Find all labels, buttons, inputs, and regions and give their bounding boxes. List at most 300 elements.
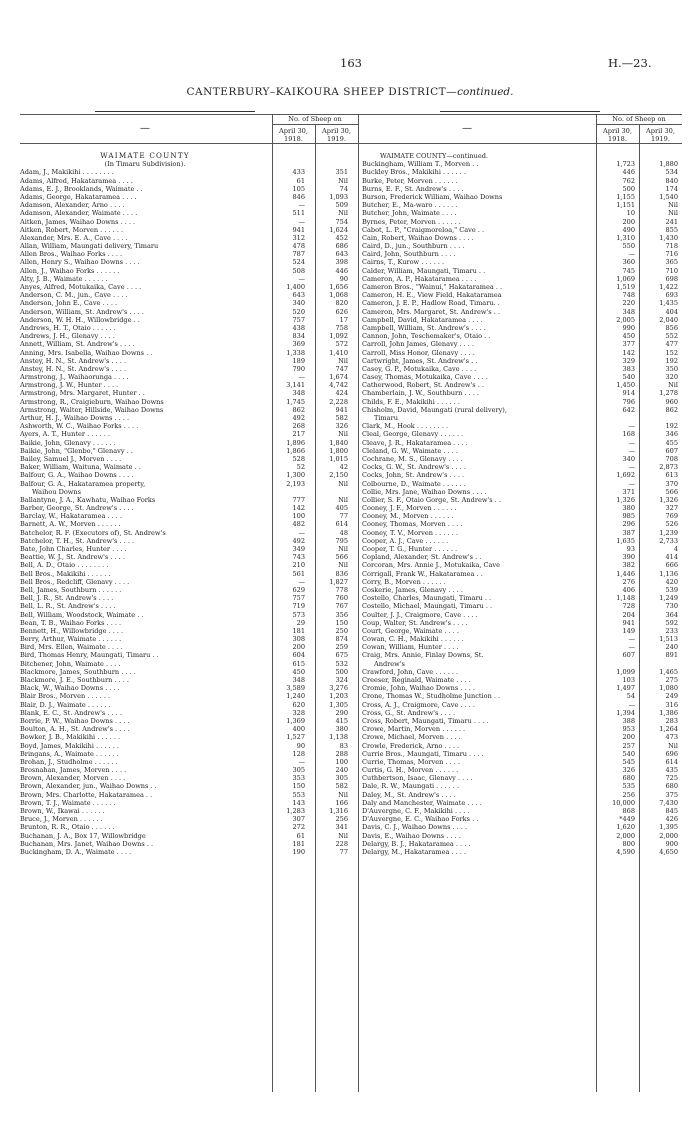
table-row: [20, 750, 352, 758]
sheep-count-1918: *449: [619, 815, 635, 824]
owner-name: Andrews, H. T., Otaio . . . . . .: [20, 323, 116, 332]
table-row: [362, 586, 680, 594]
table-row: [20, 152, 352, 160]
sheep-count-1918: 204: [622, 610, 635, 619]
table-row: [20, 701, 352, 709]
table-row: [20, 267, 352, 275]
owner-name: Brown, Alexander, jun., Waihao Downs . .: [20, 782, 157, 791]
table-row: [362, 152, 680, 160]
table-row: [20, 455, 352, 463]
owner-name: Allan, William, Maungati delivery, Timaru: [20, 242, 159, 251]
owner-name: Cleland, G. W., Waimate . . . .: [362, 446, 458, 455]
owner-name: Daly and Manchester, Waimate . . . .: [362, 798, 482, 807]
sheep-count-1919: 365: [665, 258, 678, 267]
owner-name: Delargy, B. J., Hakataramea . . . .: [362, 839, 471, 848]
table-row: [362, 488, 680, 496]
table-row: [362, 815, 680, 823]
sheep-count-1918: 800: [622, 839, 635, 848]
sheep-count-1919: 249: [665, 692, 678, 701]
header-col1919-left: April 30, 1919.: [322, 127, 351, 143]
sheep-count-1919: 420: [665, 577, 678, 586]
sheep-count-1918: 1,866: [286, 446, 305, 455]
table-row: [362, 250, 680, 258]
sheep-count-1919: 566: [665, 487, 678, 496]
sheep-count-1918: 762: [622, 176, 635, 185]
header-no-of-sheep-right: No. of Sheep on: [612, 115, 666, 123]
sheep-count-1919: 452: [335, 233, 348, 242]
owner-name: Ballantyne, J. A., Kawhatu, Waihao Forks: [20, 495, 156, 504]
owner-name: Coulter, J. J., Craigmore, Cave . . . .: [362, 610, 478, 619]
sheep-count-1919: 166: [335, 798, 348, 807]
table-row: [362, 316, 680, 324]
table-row: [20, 430, 352, 438]
owner-name: Carroll, John James, Glenavy . . . .: [362, 340, 475, 349]
table-row: [20, 619, 352, 627]
sheep-count-1918: 181: [292, 626, 305, 635]
sheep-count-1919: 1,138: [329, 733, 348, 742]
owner-name: Burns, E. F., St. Andrew's . . . .: [362, 184, 464, 193]
sheep-count-1919: 1,540: [659, 192, 678, 201]
sheep-count-1919: 613: [665, 471, 678, 480]
sheep-count-1918: 189: [292, 356, 305, 365]
sheep-count-1919: 836: [335, 569, 348, 578]
sheep-count-1919: 356: [335, 610, 348, 619]
sheep-count-1919: 900: [665, 839, 678, 848]
sheep-count-1918: —: [628, 422, 635, 431]
sheep-count-1918: 276: [622, 577, 635, 586]
owner-name: Bell Bros., Makikihi . . . . . .: [20, 569, 111, 578]
section-heading: WAIMATE COUNTY: [100, 151, 190, 160]
owner-name: Butcher, John, Waimate . . . .: [362, 209, 457, 218]
sheep-count-1918: 1,310: [616, 233, 635, 242]
title-rule-left: [95, 111, 255, 112]
table-row: [362, 185, 680, 193]
sheep-count-1918: 1,300: [286, 471, 305, 480]
sheep-count-1918: 305: [292, 766, 305, 775]
sheep-count-1919: 532: [335, 659, 348, 668]
sheep-count-1919: 614: [335, 520, 348, 529]
sheep-count-1919: 4,742: [329, 381, 348, 390]
owner-name: Annett, William, St. Andrew's . . . .: [20, 340, 135, 349]
sheep-count-1919: 152: [665, 348, 678, 357]
owner-name: Corry, B., Morven . . . . . .: [362, 577, 446, 586]
sheep-count-1918: 492: [292, 536, 305, 545]
table-row: [362, 701, 680, 709]
sheep-count-1919: 398: [335, 258, 348, 267]
sheep-count-1918: 550: [622, 242, 635, 251]
table-row: [20, 439, 352, 447]
sheep-count-1919: 17: [339, 315, 348, 324]
owner-name: Brown, T. J., Waimate . . . . . .: [20, 798, 116, 807]
owner-name: Corcoran, Mrs. Annie J., Motukaika, Cave: [362, 561, 500, 570]
sheep-count-1919: 1,656: [329, 283, 348, 291]
sheep-count-1918: 61: [296, 831, 305, 840]
sheep-count-1918: 620: [292, 700, 305, 709]
owner-name: Bailey, Samuel J., Morven . . . .: [20, 454, 122, 463]
sheep-count-1919: Nil: [668, 381, 678, 390]
owner-name: Andrew's: [374, 659, 405, 668]
owner-name: Childs, F. E., Makikihi . . . . . .: [362, 397, 460, 406]
sheep-count-1919: 795: [335, 536, 348, 545]
sheep-count-1919: 1,249: [659, 594, 678, 603]
sheep-count-1919: 718: [665, 242, 678, 251]
sheep-count-1919: 288: [335, 749, 348, 758]
owner-name: Barber, George, St. Andrew's . . . .: [20, 504, 134, 513]
owner-name: Bird, Thomas Henry, Maungati, Timaru . .: [20, 651, 159, 660]
table-row: [362, 480, 680, 488]
table-row: [20, 201, 352, 209]
table-row: [20, 832, 352, 840]
sheep-count-1918: 190: [292, 847, 305, 856]
owner-name: Brown, Alexander, Morven . . . .: [20, 774, 126, 783]
table-row: [362, 668, 680, 676]
sheep-count-1918: 1,896: [286, 438, 305, 447]
owner-name: Aitken, James, Waihao Downs . . . .: [20, 217, 136, 226]
owner-name: Baikie, John, "Glenbo," Glenavy . .: [20, 446, 133, 455]
table-row: [362, 258, 680, 266]
sheep-count-1918: 149: [622, 626, 635, 635]
owner-name: Armstrong, R., Craigieburn, Waihao Downs: [20, 397, 164, 406]
sheep-count-1918: 52: [296, 463, 305, 472]
sheep-count-1918: 3,141: [286, 381, 305, 390]
table-row: [20, 422, 352, 430]
owner-name: Cross, A. J., Craigmore, Cave . . . .: [362, 700, 475, 709]
sheep-count-1918: —: [628, 446, 635, 455]
sheep-count-1918: 511: [292, 209, 305, 218]
owner-name: Campbell, David, Hakataramea . . . .: [362, 315, 483, 324]
table-row: [20, 349, 352, 357]
sheep-count-1918: 1,450: [616, 381, 635, 390]
owner-name: Bowker, J. B., Makikihi . . . . . .: [20, 733, 121, 742]
table-row: [20, 308, 352, 316]
table-row: [362, 660, 680, 668]
sheep-count-1919: 2,000: [659, 831, 678, 840]
sheep-count-1918: 748: [622, 291, 635, 300]
sheep-count-1919: 626: [335, 307, 348, 316]
owner-name: Ayers, A. T., Hunter . . . . . .: [20, 430, 110, 439]
sheep-count-1918: 524: [292, 258, 305, 267]
title-main: CANTERBURY–KAIKOURA SHEEP DISTRICT—: [186, 86, 458, 98]
table-row: [362, 684, 680, 692]
sheep-count-1918: 168: [622, 430, 635, 439]
sheep-count-1919: Nil: [338, 209, 348, 218]
sheep-count-1919: 1,840: [329, 438, 348, 447]
table-row: [362, 177, 680, 185]
sheep-count-1918: 790: [292, 364, 305, 373]
sheep-count-1918: 1,692: [616, 471, 635, 480]
owner-name: Adams, George, Hakataramea . . . .: [20, 192, 137, 201]
sheep-count-1918: —: [298, 577, 305, 586]
owner-name: Cowan, William, Hunter . . . .: [362, 643, 459, 652]
sheep-count-1918: 348: [622, 307, 635, 316]
owner-name: Cabot, L. P., "Craigmoreloa," Cave . .: [362, 225, 485, 234]
owner-name: Cross, Robert, Maungati, Timaru . . . .: [362, 716, 489, 725]
header-dash-right: —: [462, 123, 472, 134]
sheep-count-1918: 1,069: [616, 274, 635, 283]
sheep-count-1918: 105: [292, 184, 305, 193]
sheep-count-1919: 526: [665, 520, 678, 529]
sheep-count-1919: 316: [665, 700, 678, 709]
sheep-count-1918: 777: [292, 495, 305, 504]
sheep-count-1919: 1,386: [659, 708, 678, 717]
sheep-count-1918: 1,527: [286, 733, 305, 742]
owner-name: Alexander, Mrs. E. A., Cave . . . .: [20, 233, 128, 242]
sheep-count-1919: 415: [335, 716, 348, 725]
table-row: [20, 324, 352, 332]
sheep-count-1919: Nil: [338, 479, 348, 488]
owner-name: D'Auvergne, E. C., Waihao Forks . .: [362, 815, 479, 824]
sheep-count-1918: 1,151: [616, 201, 635, 210]
owner-name: Cooper, T. G., Hunter . . . . . .: [362, 545, 458, 553]
owner-name: Adams, E. J., Brooklands, Waimate . .: [20, 184, 143, 193]
table-row: [362, 611, 680, 619]
sheep-count-1919: 1,080: [659, 684, 678, 693]
sheep-count-1919: 758: [335, 323, 348, 332]
owner-name: Batchelor, T. H., St. Andrew's . . . .: [20, 536, 135, 545]
table-row: [362, 594, 680, 602]
table-row: [20, 234, 352, 242]
sheep-count-1919: 1,624: [329, 225, 348, 234]
table-row: [362, 365, 680, 373]
sheep-count-1918: 406: [622, 585, 635, 594]
table-row: [20, 283, 352, 291]
page-title: [0, 86, 700, 98]
table-row: [362, 742, 680, 750]
owner-name: Cameron, J. E. P., Hadlow Road, Timaru. .: [362, 299, 500, 308]
sheep-count-1918: 796: [622, 397, 635, 406]
table-row: [20, 185, 352, 193]
table-row: [20, 717, 352, 725]
sheep-count-1919: Nil: [338, 176, 348, 185]
sheep-count-1919: 241: [665, 217, 678, 226]
sheep-count-1918: 388: [622, 716, 635, 725]
sheep-count-1919: 1,827: [329, 577, 348, 586]
owner-name: Armstrong, J., Waihaorunga . . . .: [20, 373, 129, 382]
sheep-count-1918: 272: [292, 823, 305, 832]
sheep-count-1919: 77: [339, 847, 348, 856]
sheep-count-1919: 341: [335, 823, 348, 832]
table-row: [20, 668, 352, 676]
sheep-count-1919: 455: [665, 438, 678, 447]
table-row: [20, 611, 352, 619]
col-rule-l3: [358, 114, 359, 1092]
sheep-count-1919: 370: [665, 479, 678, 488]
sheep-count-1919: 686: [335, 242, 348, 251]
owner-name: Bruce, J., Morven . . . . . .: [20, 815, 103, 824]
table-row: [362, 218, 680, 226]
sheep-count-1919: 174: [665, 184, 678, 193]
sheep-count-1919: 446: [335, 266, 348, 275]
table-row: [20, 643, 352, 651]
sheep-count-1919: 509: [335, 201, 348, 210]
owner-name: Delargy, M., Hakataramea . . . .: [362, 847, 467, 856]
owner-name: Barclay, W., Hakataramea . . . .: [20, 512, 123, 521]
sheep-count-1918: 1,155: [616, 192, 635, 201]
owner-name: Collier, S. F., Otaio Gorge, St. Andrew's . .: [362, 495, 501, 504]
table-row: [362, 537, 680, 545]
sheep-count-1918: 349: [292, 545, 305, 553]
header-bottom-rule: [20, 143, 682, 144]
table-row: [362, 439, 680, 447]
header-col1918-left: April 30, 1918.: [279, 127, 308, 143]
owner-name: Brown, W., Ikawai . . . . . .: [20, 807, 105, 815]
table-row: [20, 742, 352, 750]
table-row: [20, 275, 352, 283]
header-dash-left: —: [140, 123, 150, 134]
sheep-count-1919: 845: [665, 807, 678, 815]
sheep-count-1918: 1,099: [616, 667, 635, 676]
sheep-count-1918: 1,620: [616, 823, 635, 832]
sheep-count-1918: 340: [292, 299, 305, 308]
sheep-count-1918: 540: [622, 373, 635, 382]
owner-name: Cameron, H. E., View Field, Hakataramea: [362, 291, 502, 300]
sheep-count-1919: 1,264: [659, 725, 678, 734]
owner-name: Blank, E. C., St. Andrew's . . . .: [20, 708, 122, 717]
table-row: [20, 774, 352, 782]
sheep-count-1918: 745: [622, 266, 635, 275]
sheep-count-1919: 240: [665, 643, 678, 652]
owner-name: Crowe, Michael, Morven . . . .: [362, 733, 461, 742]
sheep-count-1919: 820: [335, 299, 348, 308]
table-row: [20, 594, 352, 602]
table-row: [20, 480, 352, 488]
owner-name: Baikie, John, Glenavy . . . . . .: [20, 438, 116, 447]
sheep-count-1919: 1,068: [329, 291, 348, 300]
owner-name: Buchanan, Mrs. Janet, Waihao Downs . .: [20, 839, 154, 848]
sheep-count-1919: 730: [665, 602, 678, 611]
sheep-count-1918: 268: [292, 422, 305, 431]
sheep-count-1919: 552: [665, 332, 678, 341]
sheep-count-1919: 941: [335, 405, 348, 414]
sheep-count-1918: 3,589: [286, 684, 305, 693]
owner-name: Anderson, William, St. Andrew's . . . .: [20, 307, 144, 316]
sheep-count-1918: 2,005: [616, 315, 635, 324]
table-row: [362, 717, 680, 725]
sheep-count-1918: 200: [622, 217, 635, 226]
sheep-count-1919: 747: [335, 364, 348, 373]
sheep-count-1919: 1,435: [659, 299, 678, 308]
sheep-count-1918: 308: [292, 635, 305, 644]
table-row: [20, 242, 352, 250]
table-row: [362, 570, 680, 578]
owner-name: Cameron Bros., "Wainui," Hakataramea . .: [362, 283, 503, 291]
table-row: [20, 561, 352, 569]
table-row: [20, 537, 352, 545]
owner-name: Burke, Peter, Morven . . . . . .: [362, 176, 458, 185]
sheep-count-1918: 390: [622, 553, 635, 562]
sheep-count-1919: 582: [335, 414, 348, 422]
sheep-count-1918: 93: [626, 545, 635, 553]
sheep-count-1918: 500: [622, 184, 635, 193]
sheep-count-1919: 696: [665, 749, 678, 758]
owner-name: Cooney, T. V., Morven . . . . . .: [362, 528, 458, 537]
table-row: [20, 602, 352, 610]
sheep-count-1919: 862: [665, 405, 678, 414]
sheep-count-1918: 757: [292, 315, 305, 324]
owner-name: Cooper, A. J., Cave . . . . . .: [362, 536, 449, 545]
sheep-count-1919: 1,278: [659, 389, 678, 398]
sheep-count-1918: 143: [292, 798, 305, 807]
sheep-count-1919: 1,674: [329, 373, 348, 382]
sheep-count-1918: 862: [292, 405, 305, 414]
owner-name: Cairns, T., Kurow . . . . . .: [362, 258, 445, 267]
owner-name: Arthur, H. J., Waihao Downs . . . .: [20, 414, 130, 422]
table-row: [362, 267, 680, 275]
sheep-count-1918: 100: [292, 512, 305, 521]
sheep-count-1919: 326: [335, 422, 348, 431]
owner-name: Cleave, J. R., Hakataramea . . . .: [362, 438, 468, 447]
sheep-count-1919: 250: [335, 626, 348, 635]
owner-name: Cameron, Mrs. Margaret, St. Andrew's . .: [362, 307, 500, 316]
sheep-count-1919: Nil: [338, 356, 348, 365]
sheep-count-1918: 450: [622, 332, 635, 341]
sheep-count-1919: 592: [665, 618, 678, 627]
sheep-count-1918: 256: [622, 790, 635, 799]
sheep-count-1918: 1,723: [616, 160, 635, 169]
owner-name: Byrnes, Peter, Morven . . . . . .: [362, 217, 461, 226]
sheep-count-1918: 210: [292, 561, 305, 570]
owner-name: Cooney, Thomas, Morven . . . .: [362, 520, 463, 529]
sheep-count-1918: 360: [622, 258, 635, 267]
owner-name: Coup, Walter, St. Andrew's . . . .: [362, 618, 468, 627]
owner-name: Davis, C. J., Waihao Downs . . . .: [362, 823, 468, 832]
table-row: [20, 299, 352, 307]
owner-name: Allen Bros., Waihao Forks . . . .: [20, 250, 123, 259]
table-row: [20, 463, 352, 471]
owner-name: Bell, James, Southburn . . . . . .: [20, 585, 122, 594]
page-reference: H.—23.: [608, 56, 652, 70]
table-row: [20, 725, 352, 733]
sheep-count-1918: 680: [622, 774, 635, 783]
sheep-count-1919: 534: [665, 168, 678, 177]
table-row: [20, 635, 352, 643]
table-row: [362, 832, 680, 840]
sheep-count-1919: 708: [665, 454, 678, 463]
owner-name: Catherwood, Robert, St. Andrew's . .: [362, 381, 484, 390]
table-row: [362, 840, 680, 848]
table-row: [362, 758, 680, 766]
sheep-count-1919: 350: [665, 364, 678, 373]
left-column: [20, 152, 352, 856]
sheep-count-1919: 1,203: [329, 692, 348, 701]
table-row: [362, 340, 680, 348]
table-row: [20, 791, 352, 799]
sheep-count-1918: 326: [622, 766, 635, 775]
sheep-count-1919: 1,316: [329, 807, 348, 815]
owner-name: Barnett, A. W., Morven . . . . . .: [20, 520, 121, 529]
table-row: [362, 791, 680, 799]
sheep-count-1918: 54: [626, 692, 635, 701]
sheep-count-1918: 150: [292, 782, 305, 791]
table-row: [362, 529, 680, 537]
owner-name: Baker, William, Waituna, Waimate . .: [20, 463, 141, 472]
sheep-count-1918: —: [298, 757, 305, 766]
table-row: [362, 676, 680, 684]
owner-name: Anderson, W. H. H., Willowbridge . .: [20, 315, 140, 324]
sheep-count-1918: 1,497: [616, 684, 635, 693]
sheep-count-1919: 675: [335, 651, 348, 660]
table-row: [362, 692, 680, 700]
sheep-count-1918: —: [628, 438, 635, 447]
sheep-count-1918: 1,338: [286, 348, 305, 357]
sheep-count-1918: 387: [622, 528, 635, 537]
sheep-count-1919: 100: [335, 757, 348, 766]
header-col1919-right: April 30, 1919.: [646, 127, 675, 143]
sheep-count-1918: 340: [622, 454, 635, 463]
sheep-count-1919: 1,422: [659, 283, 678, 291]
owner-name: Adamson, Alexander, Waimate . . . .: [20, 209, 138, 218]
owner-name: Colbourne, D., Waimate . . . . . .: [362, 479, 466, 488]
